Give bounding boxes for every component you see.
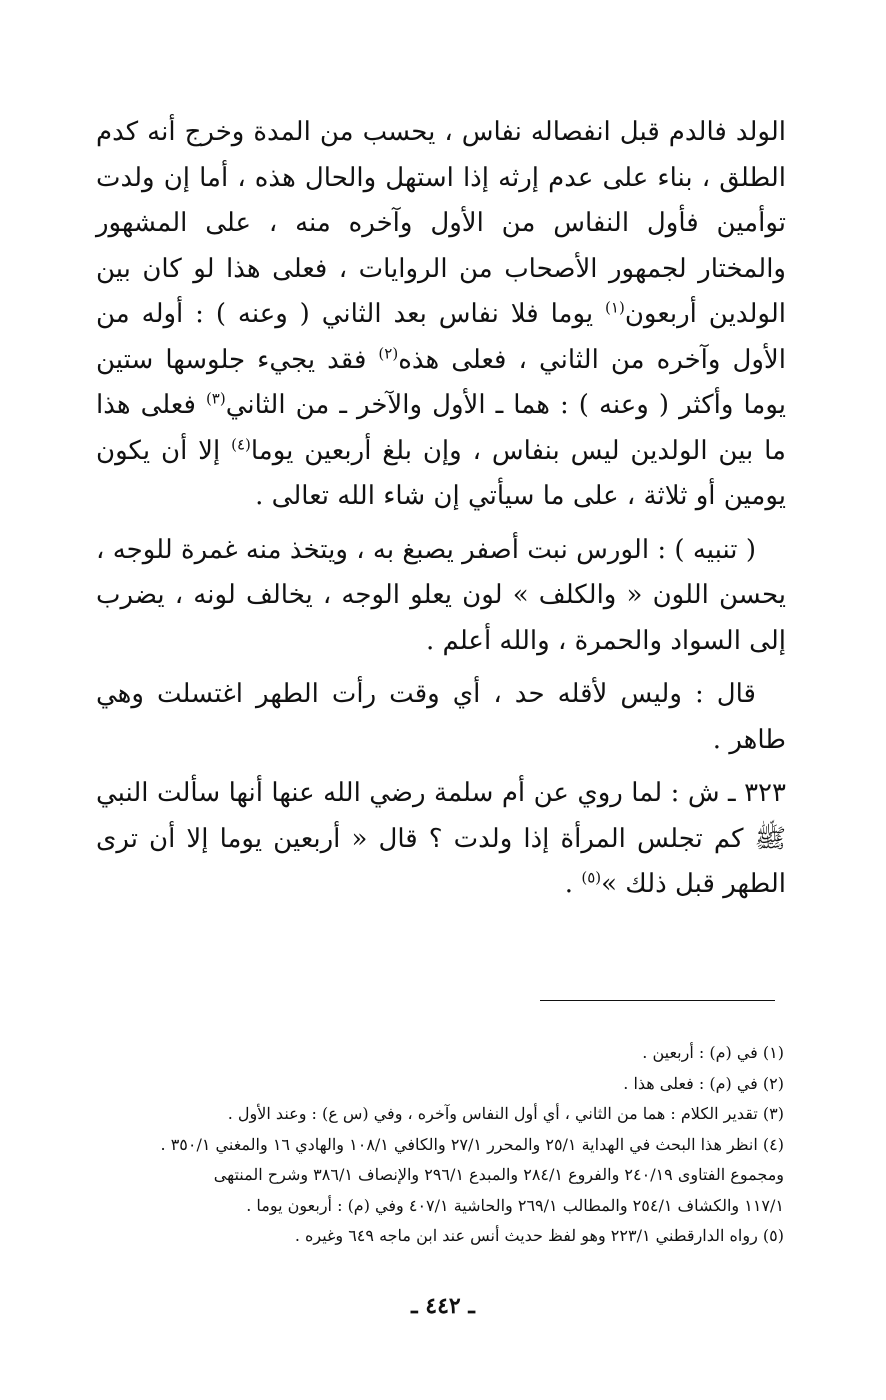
footnote-4: (٤) انظر هذا البحث في الهداية ٢٥/١ والمحرر ٢٧/١ والكافي ١٠٨/١ والهادي ١٦ والمغني ٣٥٠/١ . bbox=[160, 1134, 784, 1154]
footnote-4-cont: ومجموع الفتاوى ٢٤٠/١٩ والفروع ٢٨٤/١ والمبدع ٢٩٦/١ والإنصاف ٣٨٦/١ وشرح المنتهى bbox=[213, 1165, 784, 1184]
paragraph-text: إلا أن يكون يومين أو ثلاثة ، على ما سيأتي إن شاء الله تعالى . bbox=[96, 435, 786, 511]
paragraph-323 bbox=[96, 771, 786, 908]
paragraph-text: . bbox=[564, 869, 582, 899]
paragraph-text: يوما فلا نفاس بعد الثاني ( وعنه ) : أوله من الأول وآخره من الثاني ، فعلى هذه bbox=[96, 299, 786, 375]
paragraph-text: الولد فالدم قبل انفصاله نفاس ، يحسب من المدة وخرج أنه كدم الطلق ، بناء على عدم إرثه إذا استهل والحال هذه ، أما إن ولدت توأمين فأول النفاس من الأول وآخره منه ، على المشهور والمختار لجمهور الأصحاب من الروايات ، فعلى هذا لو كان بين الولدين أربعون bbox=[96, 117, 786, 329]
page-number: ـ ٤٤٢ ـ bbox=[411, 1293, 475, 1319]
footnote-ref-1: (١) bbox=[605, 298, 625, 317]
paragraph-number: ٣٢٣ ـ bbox=[728, 778, 786, 808]
footnote-5: (٥) رواه الدارقطني ٢٢٣/١ وهو لفظ حديث أنس عند ابن ماجه ٦٤٩ وغيره . bbox=[294, 1226, 784, 1245]
footnote-4-cont: ١١٧/١ والكشاف ٢٥٤/١ والمطالب ٢٦٩/١ والحاشية ٤٠٧/١ وفي (م) : أربعون يوما . bbox=[246, 1195, 784, 1215]
paragraph-qala: قال : وليس لأقله حد ، أي وقت رأت الطهر اغتسلت وهي طاهر . bbox=[96, 679, 786, 755]
footnote-3: (٣) تقدير الكلام : هما من الثاني ، أي أول النفاس وآخره ، وفي (س ع) : وعند الأول . bbox=[227, 1104, 784, 1123]
paragraph-text: فقد يجيء جلوسها ستين يوما وأكثر ( وعنه ) : هما ـ الأول والآخر ـ من الثاني bbox=[96, 344, 786, 420]
footnote-ref-4: (٤) bbox=[231, 434, 251, 453]
footnote-ref-5: (٥) bbox=[581, 868, 602, 887]
footnotes bbox=[100, 1038, 784, 1252]
paragraph-text: فعلى هذا ما بين الولدين ليس بنفاس ، وإن بلغ أربعين يوما bbox=[96, 390, 786, 466]
footnote-ref-3: (٣) bbox=[205, 389, 226, 408]
paragraph-text: ش : لما روي عن أم سلمة رضي الله عنها أنها سألت النبي ﷺ كم تجلس المرأة إذا ولدت ؟ قال « أربعين يوما إلا أن ترى الطهر قبل ذلك » bbox=[96, 778, 786, 899]
main-text bbox=[96, 110, 786, 908]
footnote-1: (١) في (م) : أربعين . bbox=[642, 1043, 784, 1062]
footnote-ref-2: (٢) bbox=[378, 343, 399, 362]
paragraph-tanbih: ( تنبيه ) : الورس نبت أصفر يصبغ به ، ويتخذ منه غمرة للوجه ، يحسن اللون « والكلف » لون يعلو الوجه ، يخالف لونه ، يضرب إلى السواد والحمرة ، والله أعلم . bbox=[96, 534, 786, 656]
footnote-2: (٢) في (م) : فعلى هذا . bbox=[623, 1073, 784, 1093]
paragraph-1 bbox=[96, 110, 786, 520]
footnote-separator bbox=[540, 1000, 775, 1001]
